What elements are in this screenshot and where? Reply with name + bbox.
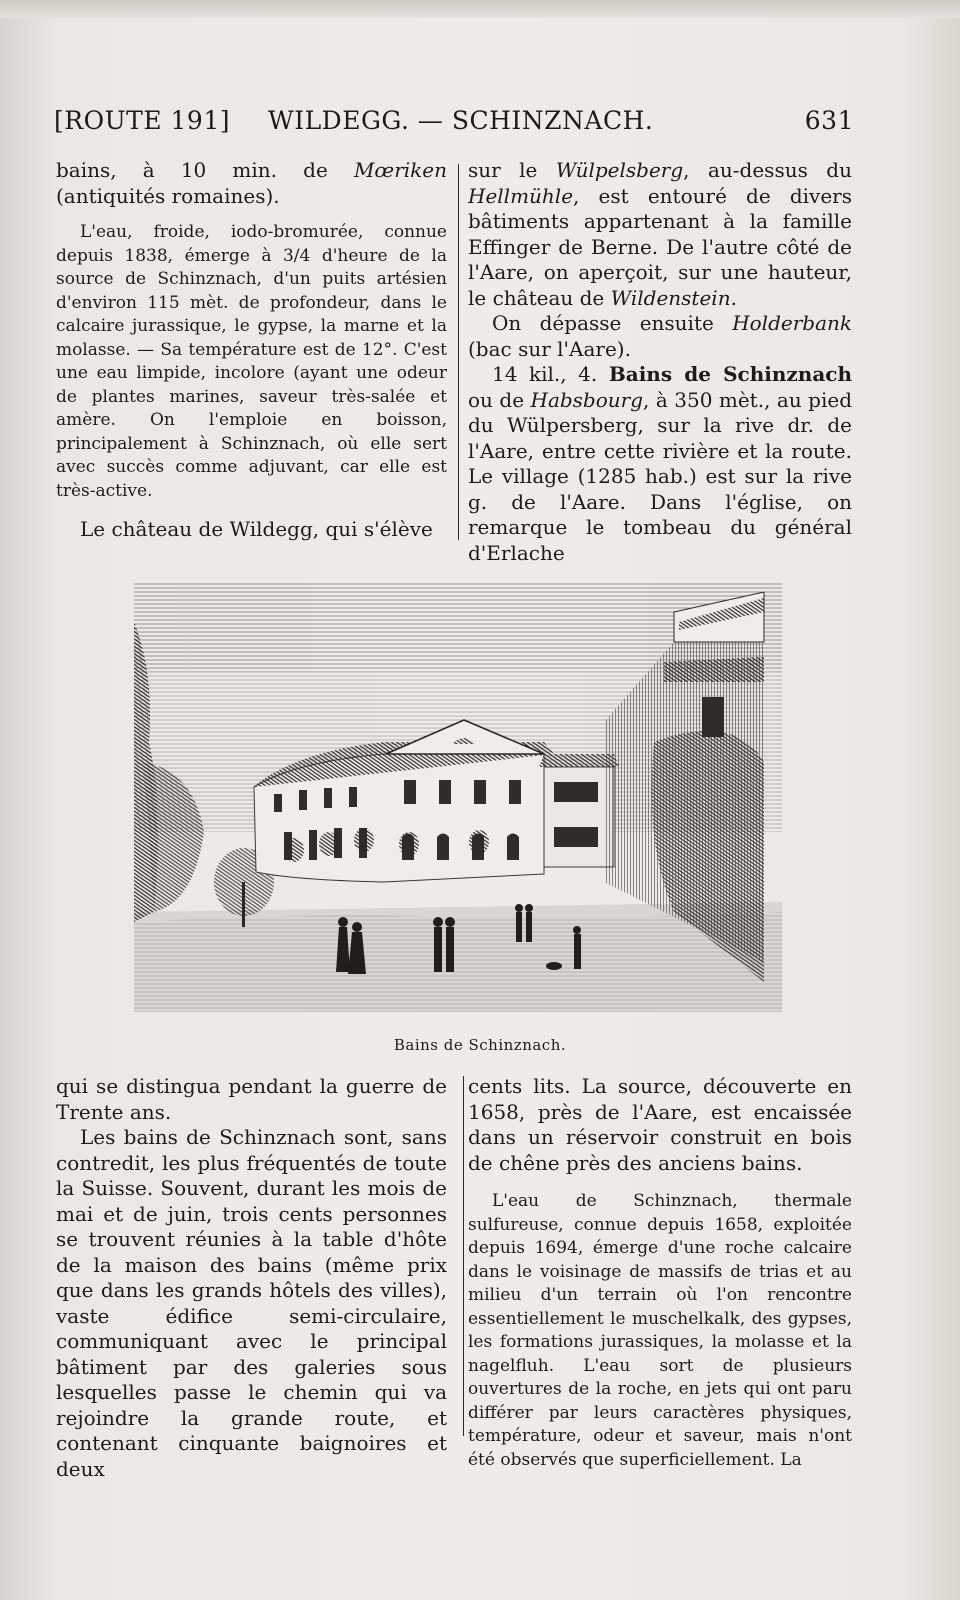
page-top-edge xyxy=(0,0,960,18)
column-top-right xyxy=(468,158,852,566)
page-number: 631 xyxy=(804,106,854,135)
column-divider xyxy=(463,1076,464,1436)
running-header xyxy=(54,106,854,156)
small-print-paragraph: L'eau, froide, iodo-bromurée, connue depuis 1838, émerge à 3/4 d'heure de la source de Schinznach, d'un puits artésien d'environ 115 mèt. de profondeur, dans le calcaire jurassique, le gypse, la marne et la molasse. — Sa température est de 12°. C'est une eau limpide, incolore (ayant une odeur de plantes marines, saveur très-salée et amère. On l'emploie en boisson, principalement à Schinznach, où elle sert avec succès comme adjuvant, car elle est très-active. xyxy=(56,222,447,501)
figure-caption: Bains de Schinznach. xyxy=(393,1036,567,1054)
column-bottom-left xyxy=(56,1074,447,1482)
paragraph: qui se distingua pendant la guerre de Trente ans. xyxy=(56,1074,447,1124)
paragraph: 14 kil., 4. Bains de Schinznach ou de Habsbourg, à 350 mèt., au pied du Wülpersberg, sur la rive dr. de l'Aare, entre cette rivière et la route. Le village (1285 hab.) est sur la rive g. de l'Aare. Dans l'église, on remarque le tombeau du général d'Erlache xyxy=(468,362,853,565)
route-label: [ROUTE 191] xyxy=(54,106,230,135)
engraving-illustration xyxy=(134,582,782,1012)
paragraph: bains, à 10 min. de Mœriken (antiquités romaines). xyxy=(56,158,447,208)
column-bottom-right xyxy=(468,1074,852,1472)
small-print-paragraph: L'eau de Schinznach, thermale sulfureuse, connue depuis 1658, exploitée depuis 1694, émerge d'une roche calcaire dans le voisinage de massifs de trias et au milieu d'un terrain où l'on rencontre essentiellement le muschelkalk, des gypses, les formations jurassiques, la molasse et la nagelfluh. L'eau sort de plusieurs ouvertures de la roche, en jets qui ont paru différer par leurs caractères physiques, température, odeur et saveur, mais n'ont été observés que superficiellement. La xyxy=(468,1191,852,1470)
paragraph: On dépasse ensuite Holderbank (bac sur l'Aare). xyxy=(468,311,852,361)
paragraph: Les bains de Schinznach sont, sans contredit, les plus fréquentés de toute la Suisse. Souvent, durant les mois de mai et de juin, trois cents personnes se trouvent réunies à la table d'hôte de la maison des bains (même prix que dans les grands hôtels des villes), vaste édifice semi-circulaire, communiquant avec le principal bâtiment par des galeries sous lesquelles passe le chemin qui va rejoindre la grande route, et contenant cinquante baignoires et deux xyxy=(56,1125,447,1481)
paragraph: cents lits. La source, découverte en 1658, près de l'Aare, est encaissée dans un réservoir construit en bois de chêne près des anciens bains. xyxy=(468,1074,852,1175)
column-divider xyxy=(458,164,459,540)
paragraph: Le château de Wildegg, qui s'élève xyxy=(80,517,433,541)
column-top-left xyxy=(56,158,447,543)
paragraph: sur le Wülpelsberg, au-dessus du Hellmühle, est entouré de divers bâtiments appartenant à la famille Effinger de Berne. De l'autre côté de l'Aare, on aperçoit, sur une hauteur, le château de Wildenstein. xyxy=(468,158,852,310)
running-title: WILDEGG. — SCHINZNACH. xyxy=(268,106,654,135)
